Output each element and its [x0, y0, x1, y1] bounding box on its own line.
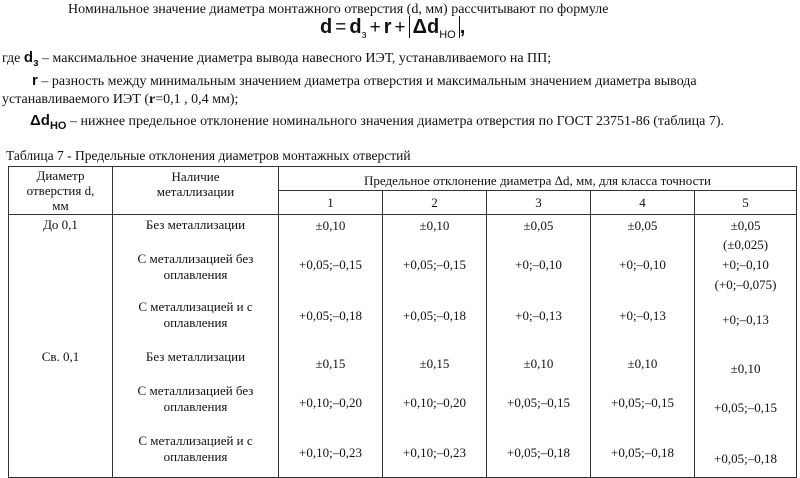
value-c4-r2: +0;–0,10 — [619, 257, 666, 272]
formula-delta: Δd — [412, 16, 440, 38]
line5-text: – нижнее предельное отклонение номинального значения диаметра отверстия по ГОСТ 23751-86 (таблица 7). — [69, 114, 724, 129]
metal-row-1: Без металлизации — [145, 217, 246, 232]
value-c3-r2: +0;–0,10 — [515, 257, 562, 272]
header-metallization-line-2: металлизации — [156, 184, 235, 199]
formula-plus-1: + — [369, 17, 381, 38]
value-c1-r3: +0,05;–0,18 — [299, 308, 362, 323]
formula-tail: , — [459, 16, 466, 38]
diameter-over-0-1: Св. 0,1 — [41, 349, 80, 364]
value-c3-r3: +0;–0,13 — [515, 308, 562, 323]
formula-eq: = — [335, 17, 347, 38]
value-c2-r4: ±0,15 — [419, 356, 450, 371]
value-c3-r4: ±0,10 — [523, 356, 554, 371]
table-caption: Таблица 7 - Предельные отклонения диаметров монтажных отверстий — [6, 148, 411, 163]
value-c2-r1: ±0,10 — [419, 218, 450, 233]
line2-sym-sub: з — [33, 57, 39, 69]
formula-d3: d — [349, 16, 362, 38]
value-c5-line-4: (+0;–0,075) — [714, 277, 777, 292]
intro-line-4 — [2, 92, 238, 108]
line4-r: r — [149, 92, 156, 107]
value-c1-r2: +0,05;–0,15 — [299, 257, 362, 272]
value-c4-r1: ±0,05 — [627, 218, 658, 233]
col-class-1 — [279, 215, 383, 478]
metal-row-6: С металлизацией и с оплавления — [138, 433, 253, 464]
value-c1-r1: ±0,10 — [315, 218, 346, 233]
value-c5-line-2: (±0,025) — [723, 237, 769, 252]
line5-symbol — [30, 112, 67, 132]
col-metallization — [113, 215, 279, 478]
value-c4-r6: +0,05;–0,18 — [611, 445, 674, 460]
value-c1-r6: +0,10;–0,23 — [299, 445, 362, 460]
formula-plus-2: + — [394, 17, 406, 38]
intro-line-5 — [30, 112, 724, 132]
value-c3-r1: ±0,05 — [523, 218, 554, 233]
value-c5-line-8: +0,05;–0,18 — [714, 451, 777, 466]
value-c2-r6: +0,10;–0,23 — [403, 445, 466, 460]
header-class-3: 3 — [487, 191, 591, 215]
line4-a: устанавливаемого ИЭТ ( — [2, 92, 149, 107]
header-metallization — [113, 167, 279, 215]
metal-row-5: С металлизацией без оплавления — [137, 383, 254, 414]
intro-line-1: Номинальное значение диаметра монтажного отверстия (d, мм) рассчитывают по формуле — [68, 2, 609, 17]
col-class-2 — [383, 215, 487, 478]
line5-sym-sub: НО — [49, 120, 67, 132]
value-c5-line-6: ±0,10 — [730, 361, 761, 376]
value-c5-line-1: ±0,05 — [730, 218, 761, 233]
value-c1-r4: ±0,15 — [315, 356, 346, 371]
line2-text: – максимальное значение диаметра вывода навесного ИЭТ, устанавливаемого на ПП; — [42, 51, 552, 66]
diameter-upto-0-1: До 0,1 — [43, 217, 78, 232]
value-c2-r5: +0,10;–0,20 — [403, 395, 466, 410]
col-class-4 — [591, 215, 695, 478]
header-diameter-line-2: отверстия d, — [26, 183, 95, 198]
value-c1-r5: +0,10;–0,20 — [299, 395, 362, 410]
line2-prefix: где — [2, 51, 21, 66]
line2-symbol — [23, 49, 39, 69]
line2-sym-d: d — [23, 49, 34, 66]
value-c4-r4: ±0,10 — [627, 356, 658, 371]
value-c5-line-3: +0;–0,10 — [722, 257, 769, 272]
header-class-2: 2 — [383, 191, 487, 215]
col-diameter — [9, 215, 113, 478]
header-class-1: 1 — [279, 191, 383, 215]
col-class-3 — [487, 215, 591, 478]
line4-b: =0,1 , 0,4 мм); — [155, 92, 239, 107]
header-class-4: 4 — [591, 191, 695, 215]
formula-r: r — [383, 16, 392, 38]
header-class-5: 5 — [695, 191, 797, 215]
header-metallization-line-1: Наличие — [171, 169, 220, 184]
line3-symbol: r — [32, 72, 38, 89]
value-c3-r5: +0,05;–0,15 — [507, 395, 570, 410]
header-diameter-line-3: мм — [52, 198, 69, 213]
header-diameter — [9, 167, 113, 215]
value-c4-r3: +0;–0,13 — [619, 308, 666, 323]
line3-text: – разность между минимальным значением диаметра отверстия и максимальным значением диаметра вывода — [41, 74, 697, 89]
metal-row-4: Без металлизации — [145, 349, 246, 364]
metal-row-3: С металлизацией и с оплавления — [138, 299, 253, 330]
value-c3-r6: +0,05;–0,18 — [507, 445, 570, 460]
value-c5-line-5: +0;–0,13 — [722, 312, 769, 327]
value-c4-r5: +0,05;–0,15 — [611, 395, 674, 410]
formula-d: d — [320, 16, 333, 38]
formula-sub-ho: НО — [439, 29, 456, 41]
col-class-5 — [695, 215, 797, 478]
header-tolerance-span: Предельное отклонение диаметра Δd, мм, для класса точности — [279, 167, 797, 191]
value-c2-r2: +0,05;–0,15 — [403, 257, 466, 272]
metal-row-2: С металлизацией без оплавления — [137, 251, 254, 282]
formula-abs — [409, 16, 460, 41]
diameter-formula — [320, 16, 465, 41]
value-c5-line-7: +0,05;–0,15 — [714, 400, 777, 415]
line5-sym-delta: Δd — [30, 112, 50, 129]
intro-line-2 — [2, 49, 551, 69]
tolerance-table — [8, 166, 797, 478]
header-diameter-line-1: Диаметр — [36, 168, 85, 183]
formula-sub3: з — [361, 29, 367, 41]
value-c2-r3: +0,05;–0,18 — [403, 308, 466, 323]
intro-line-3 — [32, 72, 697, 90]
